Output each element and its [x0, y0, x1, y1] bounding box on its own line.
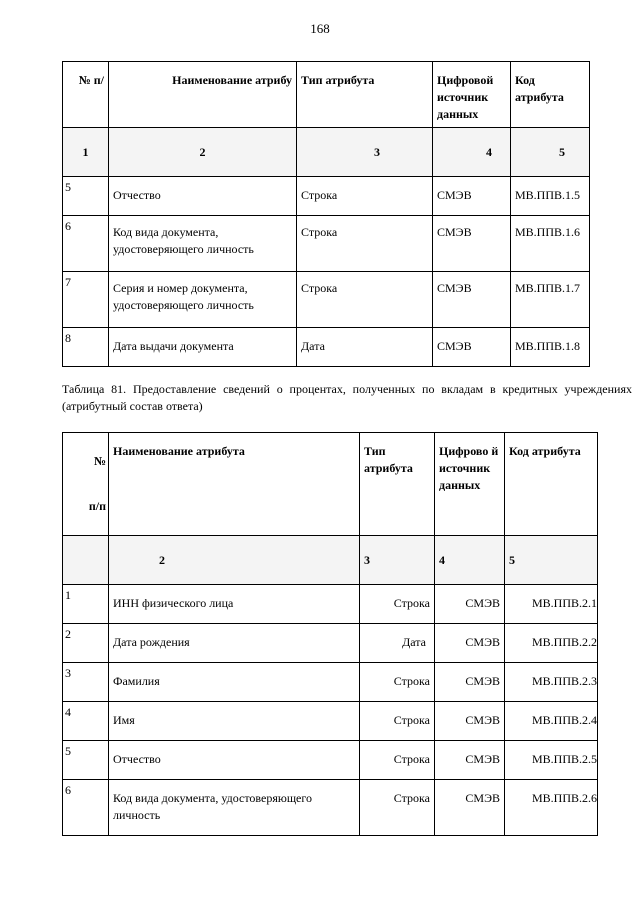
attribute-source: СМЭВ: [437, 339, 472, 353]
table-row: [63, 272, 590, 328]
attribute-source: СМЭВ: [465, 635, 500, 649]
table-row: [63, 328, 590, 367]
header-number-top: №: [93, 454, 106, 468]
attribute-type: Строка: [393, 596, 430, 610]
table-row: [63, 216, 590, 272]
table-row: [63, 780, 598, 836]
attribute-name: Код вида документа, удостоверяющего личность: [113, 791, 313, 822]
column-numbers-row: [63, 128, 590, 177]
table-row: [63, 702, 598, 741]
attribute-name: Отчество: [113, 752, 161, 766]
row-number: 3: [65, 666, 71, 680]
attribute-code: МВ.ППВ.1.8: [515, 339, 581, 353]
attribute-type: Строка: [301, 281, 338, 295]
attribute-name: Отчество: [113, 188, 161, 202]
row-number: 7: [65, 275, 71, 289]
column-number: 2: [109, 128, 297, 177]
header-code: Код атрибута: [505, 433, 598, 536]
attribute-code: МВ.ППВ.2.6: [531, 791, 597, 805]
attribute-source: СМЭВ: [465, 674, 500, 688]
row-number: 5: [65, 744, 71, 758]
page-number: 168: [310, 21, 330, 36]
attribute-name: Фамилия: [113, 674, 160, 688]
attribute-code: МВ.ППВ.1.5: [515, 188, 581, 202]
attribute-name: Имя: [113, 713, 135, 727]
attributes-table-1: [62, 61, 590, 367]
row-number: 5: [65, 180, 71, 194]
column-number-empty: [63, 536, 109, 585]
column-number: 4: [435, 536, 505, 585]
attribute-type: Строка: [393, 752, 430, 766]
column-number: 1: [63, 128, 109, 177]
table-row: [63, 624, 598, 663]
table-header-row: [63, 433, 598, 536]
header-number: № п/: [63, 62, 109, 128]
row-number: 8: [65, 331, 71, 345]
table-row: [63, 741, 598, 780]
attributes-table-2: [62, 432, 598, 836]
attribute-type: Дата: [301, 339, 325, 353]
attribute-type: Строка: [301, 225, 338, 239]
header-number-bottom: п/п: [88, 499, 106, 513]
attribute-code: МВ.ППВ.2.5: [531, 752, 597, 766]
row-number: 6: [65, 219, 71, 233]
attribute-source: СМЭВ: [437, 281, 472, 295]
header-source: Цифровой источник данных: [433, 62, 511, 128]
header-type: Тип атрибута: [297, 62, 433, 128]
row-number: 1: [65, 588, 71, 602]
column-number: 3: [297, 128, 433, 177]
header-source: Цифрово й источник данных: [435, 433, 505, 536]
attribute-source: СМЭВ: [465, 596, 500, 610]
attribute-name: Код вида документа, удостоверяющего личность: [113, 225, 254, 256]
attribute-code: МВ.ППВ.2.3: [531, 674, 597, 688]
column-numbers-row: [63, 536, 598, 585]
attribute-code: МВ.ППВ.2.1: [531, 596, 597, 610]
attribute-source: СМЭВ: [437, 225, 472, 239]
header-name: Наименование атрибу: [109, 62, 297, 128]
table-header-row: [63, 62, 590, 128]
table-row: [63, 663, 598, 702]
attribute-type: Строка: [393, 713, 430, 727]
row-number: 6: [65, 783, 71, 797]
header-code: Код атрибута: [511, 62, 590, 128]
attribute-name: Дата рождения: [113, 635, 190, 649]
column-number: 4: [433, 128, 511, 177]
table-row: [63, 585, 598, 624]
attribute-name: Дата выдачи документа: [113, 339, 234, 353]
attribute-code: МВ.ППВ.1.7: [515, 281, 581, 295]
header-number: [63, 433, 109, 536]
attribute-name: ИНН физического лица: [113, 596, 234, 610]
header-type: Тип атрибута: [360, 433, 435, 536]
attribute-type: Дата: [402, 635, 426, 649]
table-caption: Таблица 81. Предоставление сведений о процентах, полученных по вкладам в кредитных учреждениях (атрибутный состав ответа): [62, 382, 632, 413]
attribute-source: СМЭВ: [465, 752, 500, 766]
attribute-code: МВ.ППВ.1.6: [515, 225, 581, 239]
attribute-code: МВ.ППВ.2.2: [531, 635, 597, 649]
attribute-source: СМЭВ: [465, 713, 500, 727]
attribute-type: Строка: [393, 791, 430, 805]
attribute-name: Серия и номер документа, удостоверяющего личность: [113, 281, 254, 312]
attribute-type: Строка: [301, 188, 338, 202]
attribute-type: Строка: [393, 674, 430, 688]
row-number: 2: [65, 627, 71, 641]
row-number: 4: [65, 705, 71, 719]
column-number: 2: [109, 536, 360, 585]
table-row: [63, 177, 590, 216]
header-name: Наименование атрибута: [109, 433, 360, 536]
column-number: 5: [511, 128, 590, 177]
attribute-source: СМЭВ: [465, 791, 500, 805]
column-number: 5: [505, 536, 598, 585]
attribute-code: МВ.ППВ.2.4: [531, 713, 597, 727]
attribute-source: СМЭВ: [437, 188, 472, 202]
column-number: 3: [360, 536, 435, 585]
